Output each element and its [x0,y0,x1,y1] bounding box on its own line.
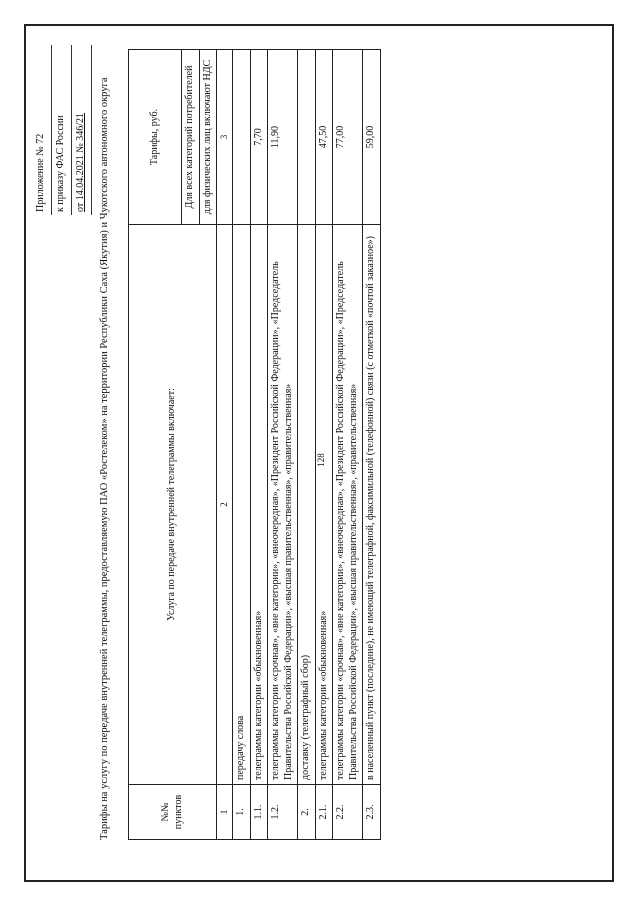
header-col-tariff-vat: для физических лиц включают НДС [199,50,217,225]
table-row [363,50,381,840]
index-cell: 3 [217,50,233,225]
row-number: 1.1. [250,785,268,840]
appendix-order: к приказу ФАС России [52,45,72,215]
row-value: 7,70 [250,50,268,225]
row-number: 2.1. [315,785,333,840]
table-header-row [129,50,182,840]
row-value [298,50,316,225]
header-block [32,30,92,850]
table-row [315,50,333,840]
document-content [30,30,480,850]
row-text: передачу слова [233,225,251,785]
row-value [233,50,251,225]
header-col-tariff-all: Для всех категорий потребителей [182,50,200,225]
tariff-table [128,49,381,840]
document-title: Тарифы на услугу по передаче внутренней телеграммы, предоставляемую ПАО «Ростелеком» на территории Республики Саха (Якутия) и Чукотского автономного округа [99,77,110,840]
row-text: в населенный пункт (последние), не имеющий телеграфной, факсимильной (телефонной) связи (с отметкой «почтой заказное») [363,225,381,785]
row-text: телеграммы категории «срочная», «вне категории», «внеочередная», «Президент Российской Федерации», «Председатель Правительства Российской Федерации», «высшая правительственная», «правительственная» [268,225,298,785]
table-row [333,50,363,840]
row-number: 1. [233,785,251,840]
row-value: 59,00 [363,50,381,225]
table-row [298,50,316,840]
appendix-number: Приложение № 72 [32,45,52,215]
index-cell: 2 [217,225,233,785]
appendix-date: от 14.04.2021 № 346/21 [72,45,92,215]
appendix-box [32,45,92,215]
header-col-service: Услуга по передаче внутренней телеграммы включает: [129,225,217,785]
row-text: доставку (телеграфный сбор) [298,225,316,785]
table-row [233,50,251,840]
row-text: телеграммы категории «обыкновенная» [315,225,333,785]
page-number: 128 [315,453,326,467]
row-value: 11,90 [268,50,298,225]
row-value: 47,50 [315,50,333,225]
index-row [217,50,233,840]
row-value: 77,00 [333,50,363,225]
row-number: 2. [298,785,316,840]
row-text: телеграммы категории «обыкновенная» [250,225,268,785]
table-row [250,50,268,840]
row-number: 1.2. [268,785,298,840]
row-text: телеграммы категории «срочная», «вне категории», «внеочередная», «Президент Российской Федерации», «Председатель Правительства Российской Федерации», «высшая правительственная», «правительственная» [333,225,363,785]
row-number: 2.3. [363,785,381,840]
index-cell: 1 [217,785,233,840]
header-col-tariff: Тарифы, руб. [129,50,182,225]
row-number: 2.2. [333,785,363,840]
table-row [268,50,298,840]
header-col-number: №№ пунктов [129,785,217,840]
